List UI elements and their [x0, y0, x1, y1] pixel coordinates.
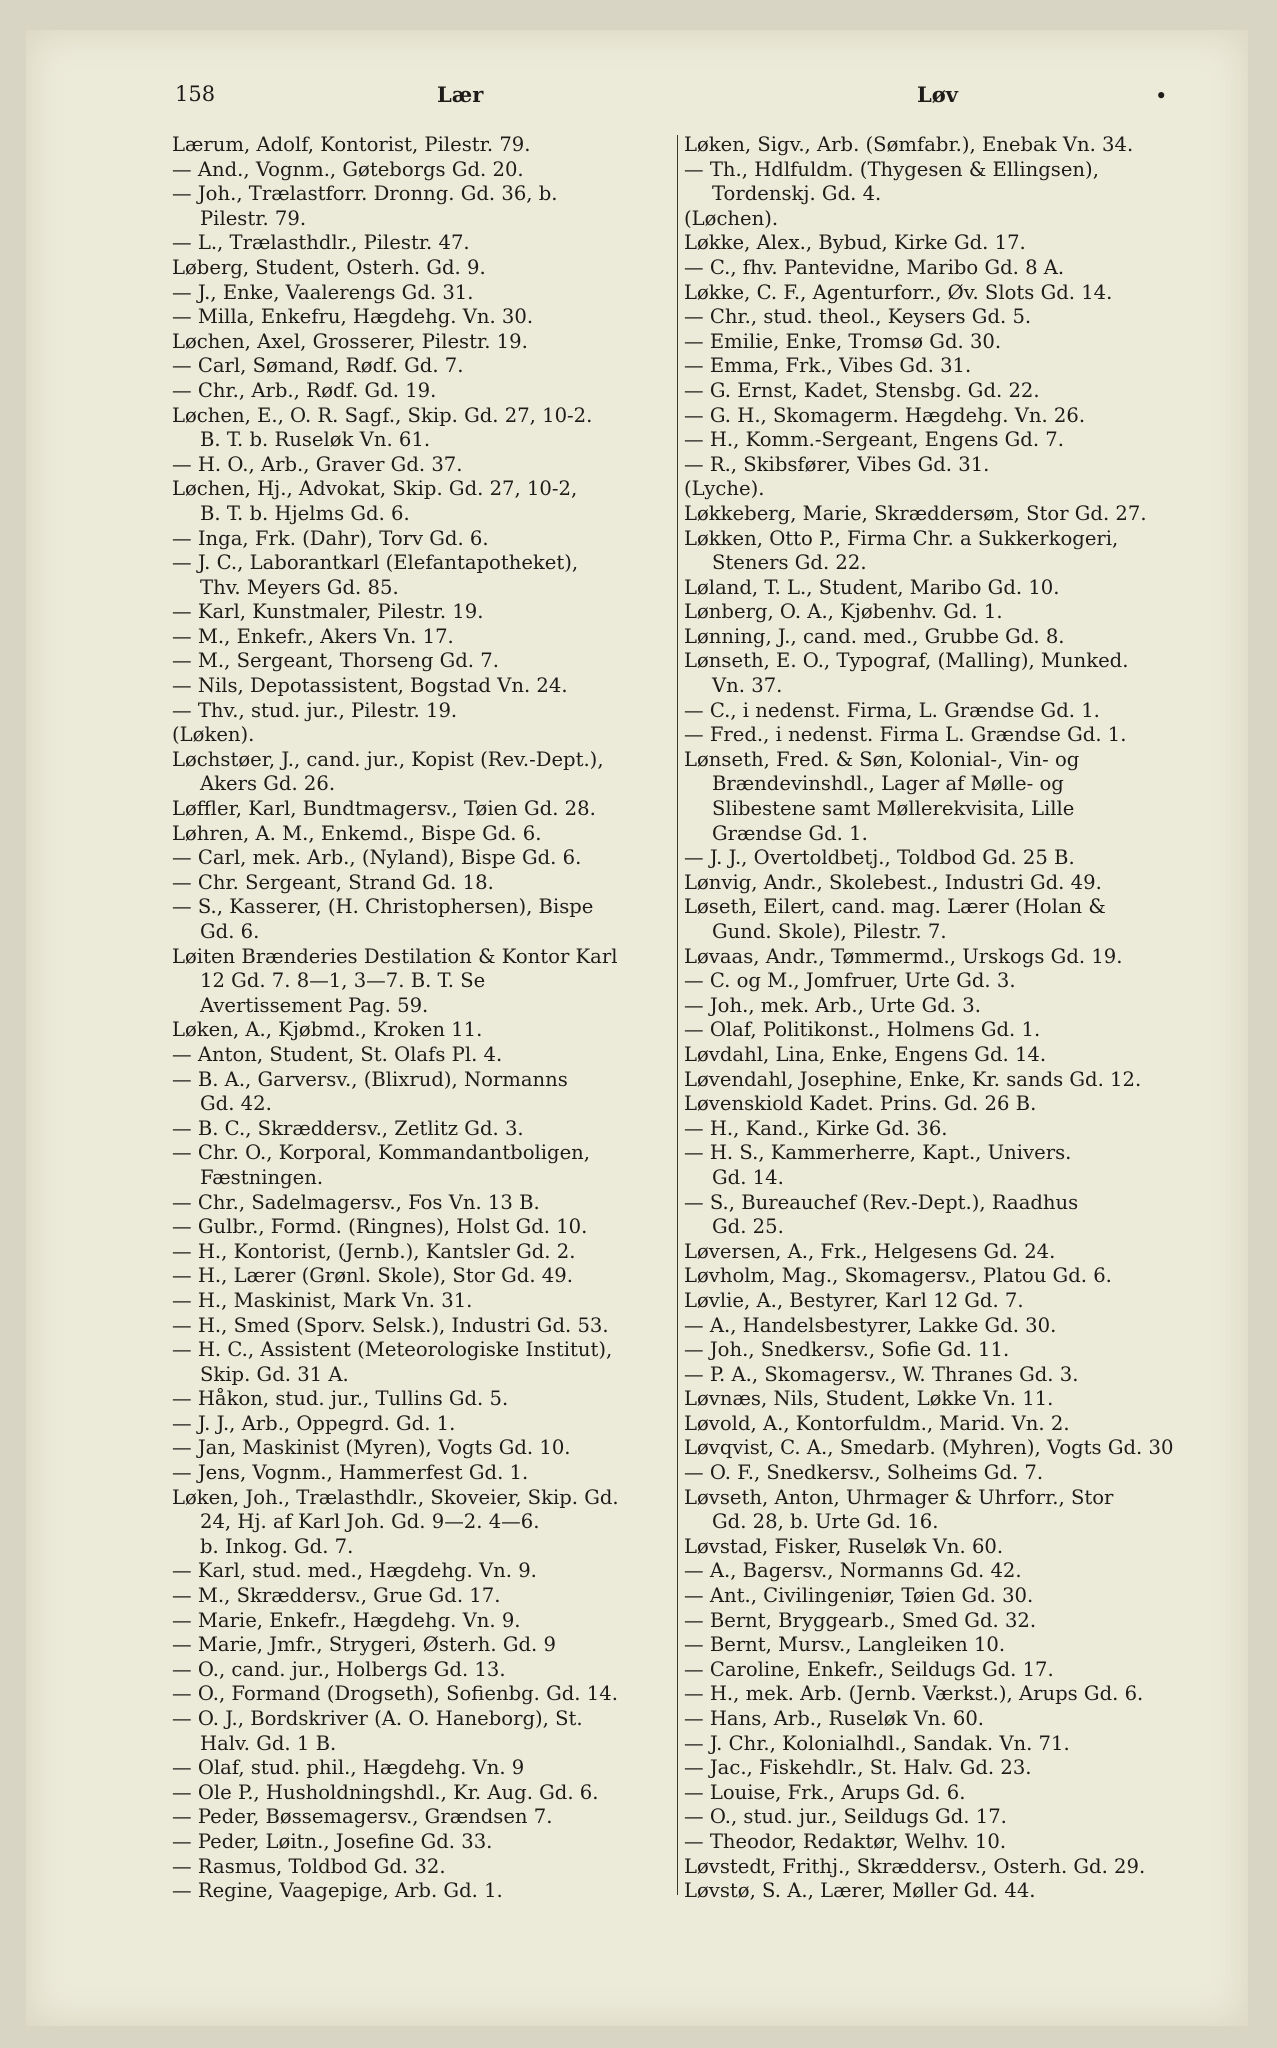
directory-entry-line: Pilestr. 79. [200, 206, 307, 230]
directory-entry-line: — Jens, Vognm., Hammerfest Gd. 1. [172, 1461, 529, 1485]
directory-entry-line: Løversen, A., Frk., Helgesens Gd. 24. [684, 1239, 1056, 1263]
directory-entry-line: — Chr., Sadelmagersv., Fos Vn. 13 B. [172, 1190, 540, 1214]
directory-entry-line: — Håkon, stud. jur., Tullins Gd. 5. [172, 1387, 509, 1411]
directory-entry-line: — Olaf, stud. phil., Hægdehg. Vn. 9 [172, 1756, 525, 1780]
directory-entry-line: Løchen, Hj., Advokat, Skip. Gd. 27, 10-2, [172, 477, 578, 501]
directory-entry-line: — R., Skibsfører, Vibes Gd. 31. [684, 452, 990, 476]
directory-entry-line: — H. O., Arb., Graver Gd. 37. [172, 452, 463, 476]
directory-entry-line: — Louise, Frk., Arups Gd. 6. [684, 1780, 966, 1804]
directory-entry-line: — C., fhv. Pantevidne, Maribo Gd. 8 A. [684, 255, 1065, 279]
directory-entry-line: — H., Maskinist, Mark Vn. 31. [172, 1288, 473, 1312]
directory-entry-line: Løvholm, Mag., Skomagersv., Platou Gd. 6. [684, 1264, 1112, 1288]
directory-entry-line: — O. J., Bordskriver (A. O. Haneborg), St. [172, 1707, 583, 1730]
directory-entry-line: — M., Skræddersv., Grue Gd. 17. [172, 1584, 501, 1608]
right-guide-word: Løv [917, 82, 958, 107]
directory-entry-line: B. T. b. Ruseløk Vn. 61. [200, 428, 431, 452]
directory-entry-line: — H., Smed (Sporv. Selsk.), Industri Gd. 53. [172, 1313, 609, 1337]
directory-entry-line: — Bernt, Mursv., Langleiken 10. [684, 1633, 1006, 1657]
directory-entry-line: Løberg, Student, Osterh. Gd. 9. [172, 255, 486, 279]
directory-entry-line: Løvstø, S. A., Lærer, Møller Gd. 44. [684, 1879, 1036, 1903]
directory-entry-line: Løken, A., Kjøbmd., Kroken 11. [172, 1018, 483, 1042]
directory-entry-line: — M., Enkefr., Akers Vn. 17. [172, 624, 454, 648]
directory-entry-line: — A., Bagersv., Normanns Gd. 42. [684, 1559, 1022, 1583]
directory-entry-line: — Emma, Frk., Vibes Gd. 31. [684, 354, 972, 378]
directory-entry-line: — Chr., stud. theol., Keysers Gd. 5. [684, 305, 1032, 329]
directory-entry-line: B. T. b. Hjelms Gd. 6. [200, 501, 410, 525]
directory-entry-line: (Lyche). [684, 477, 765, 501]
directory-entry-line: — Rasmus, Toldbod Gd. 32. [172, 1854, 446, 1878]
directory-entry-line: — Karl, Kunstmaler, Pilestr. 19. [172, 600, 484, 624]
directory-entry-line: — B. A., Garversv., (Blixrud), Normanns [172, 1067, 568, 1091]
directory-entry-line: — Fred., i nedenst. Firma L. Grændse Gd. 1. [684, 723, 1127, 747]
directory-entry-line: — H., Kand., Kirke Gd. 36. [684, 1116, 948, 1140]
directory-entry-line: Lønberg, O. A., Kjøbenhv. Gd. 1. [684, 600, 1003, 624]
directory-entry-line: Gd. 25. [712, 1215, 784, 1239]
directory-entry-line: Løhren, A. M., Enkemd., Bispe Gd. 6. [172, 821, 542, 845]
directory-entry-line: — Joh., Trælastforr. Dronng. Gd. 36, b. [172, 182, 558, 206]
directory-entry-line: Løseth, Eilert, cand. mag. Lærer (Holan & [684, 895, 1106, 919]
directory-entry-line: Akers Gd. 26. [200, 772, 336, 796]
directory-entry-line: Gd. 14. [712, 1165, 784, 1189]
directory-entry-line: — Jac., Fiskehdlr., St. Halv. Gd. 23. [684, 1756, 1032, 1780]
directory-entry-line: — Marie, Enkefr., Hægdehg. Vn. 9. [172, 1608, 521, 1632]
directory-entry-line: — L., Trælasthdlr., Pilestr. 47. [172, 231, 470, 255]
directory-entry-line: Løiten Brænderies Destilation & Kontor Karl [172, 944, 618, 968]
directory-entry-line: — Carl, Sømand, Rødf. Gd. 7. [172, 354, 464, 378]
directory-entry-line: — O. F., Snedkersv., Solheims Gd. 7. [684, 1461, 1044, 1485]
directory-entry-line: — Caroline, Enkefr., Seildugs Gd. 17. [684, 1657, 1054, 1681]
directory-entry-line: Tordenskj. Gd. 4. [712, 182, 882, 206]
directory-entry-line: — J. Chr., Kolonialhdl., Sandak. Vn. 71. [684, 1731, 1070, 1755]
directory-entry-line: — Emilie, Enke, Tromsø Gd. 30. [684, 329, 1002, 353]
directory-entry-line: 24, Hj. af Karl Joh. Gd. 9—2. 4—6. [200, 1510, 540, 1534]
directory-entry-line: — Regine, Vaagepige, Arb. Gd. 1. [172, 1879, 503, 1903]
directory-entry-line: — Th., Hdlfuldm. (Thygesen & Ellingsen), [684, 157, 1099, 181]
directory-entry-line: Løvendahl, Josephine, Enke, Kr. sands Gd. 12. [684, 1067, 1142, 1091]
directory-entry-line: — Bernt, Bryggearb., Smed Gd. 32. [684, 1608, 1037, 1632]
directory-entry-line: Gd. 28, b. Urte Gd. 16. [712, 1510, 939, 1534]
directory-entry-line: — O., Formand (Drogseth), Sofienbg. Gd. 14. [172, 1682, 618, 1706]
directory-entry-line: — J., Enke, Vaalerengs Gd. 31. [172, 280, 474, 304]
directory-entry-line: — H., Lærer (Grønl. Skole), Stor Gd. 49. [172, 1264, 573, 1288]
directory-entry-line: — Joh., Snedkersv., Sofie Gd. 11. [684, 1338, 1010, 1362]
directory-entry-line: Løchstøer, J., cand. jur., Kopist (Rev.-Dept.), [172, 747, 604, 771]
directory-entry-line: — And., Vognm., Gøteborgs Gd. 20. [172, 157, 524, 181]
directory-entry-line: — Thv., stud. jur., Pilestr. 19. [172, 698, 458, 722]
directory-entry-line: Løvstad, Fisker, Ruseløk Vn. 60. [684, 1534, 1004, 1558]
left-column [172, 133, 674, 1904]
directory-entry-line: Gd. 42. [200, 1092, 272, 1116]
directory-entry-line: — G. H., Skomagerm. Hægdehg. Vn. 26. [684, 403, 1086, 427]
directory-entry-line: — Olaf, Politikonst., Holmens Gd. 1. [684, 1018, 1041, 1042]
directory-entry-line: Løkke, C. F., Agenturforr., Øv. Slots Gd. 14. [684, 280, 1113, 304]
directory-entry-line: b. Inkog. Gd. 7. [200, 1534, 354, 1558]
directory-entry-line: — Chr., Arb., Rødf. Gd. 19. [172, 378, 437, 402]
directory-entry-line: Gund. Skole), Pilestr. 7. [712, 920, 947, 943]
directory-entry-line: — C., i nedenst. Firma, L. Grændse Gd. 1. [684, 698, 1100, 722]
directory-entry-line: Løkkeberg, Marie, Skræddersøm, Stor Gd. 27. [684, 501, 1147, 525]
directory-entry-line: Lønning, J., cand. med., Grubbe Gd. 8. [684, 624, 1065, 648]
directory-entry-line: Lønseth, Fred. & Søn, Kolonial-, Vin- og [684, 747, 1080, 771]
directory-entry-line: Avertissement Pag. 59. [200, 993, 429, 1017]
directory-entry-line: — Marie, Jmfr., Strygeri, Østerh. Gd. 9 [172, 1633, 556, 1657]
directory-entry-line: Løvaas, Andr., Tømmermd., Urskogs Gd. 19. [684, 944, 1123, 968]
directory-entry-line: — Theodor, Redaktør, Welhv. 10. [684, 1829, 1007, 1853]
directory-entry-line: — H., Kontorist, (Jernb.), Kantsler Gd. 2. [172, 1239, 576, 1263]
directory-entry-line: — J. C., Laborantkarl (Elefantapotheket), [172, 551, 579, 575]
directory-entry-line: Løvlie, A., Bestyrer, Karl 12 Gd. 7. [684, 1288, 1024, 1312]
column-divider [677, 135, 678, 1895]
directory-entry-line: Lønseth, E. O., Typograf, (Malling), Munked. [684, 649, 1129, 673]
directory-entry-line: — H. C., Assistent (Meteorologiske Institut), [172, 1338, 613, 1362]
directory-entry-line: Lærum, Adolf, Kontorist, Pilestr. 79. [172, 133, 531, 156]
directory-entry-line: — H. S., Kammerherre, Kapt., Univers. [684, 1141, 1072, 1165]
directory-entry-line: — Ant., Civilingeniør, Tøien Gd. 30. [684, 1584, 1034, 1608]
directory-entry-line: — B. C., Skræddersv., Zetlitz Gd. 3. [172, 1116, 524, 1140]
directory-entry-line: Grændse Gd. 1. [712, 821, 868, 845]
directory-entry-line: Halv. Gd. 1 B. [200, 1731, 337, 1755]
directory-entry-line: 12 Gd. 7. 8—1, 3—7. B. T. Se [200, 969, 486, 993]
directory-entry-line: Løvnæs, Nils, Student, Løkke Vn. 11. [684, 1387, 1054, 1411]
directory-entry-line: Løchen, Axel, Grosserer, Pilestr. 19. [172, 329, 528, 353]
directory-entry-line: — S., Kasserer, (H. Christophersen), Bispe [172, 895, 594, 919]
directory-entry-line: Løvold, A., Kontorfuldm., Marid. Vn. 2. [684, 1411, 1070, 1435]
directory-entry-line: — C. og M., Jomfruer, Urte Gd. 3. [684, 969, 1016, 993]
directory-entry-line: — Anton, Student, St. Olafs Pl. 4. [172, 1042, 503, 1066]
directory-entry-line: — G. Ernst, Kadet, Stensbg. Gd. 22. [684, 378, 1040, 402]
directory-entry-line: Løffler, Karl, Bundtmagersv., Tøien Gd. 28. [172, 797, 596, 821]
directory-entry-line: Thv. Meyers Gd. 85. [200, 575, 399, 599]
directory-entry-line: (Løchen). [684, 206, 779, 230]
directory-entry-line: Slibestene samt Møllerekvisita, Lille [712, 797, 1075, 821]
header-dot: • [1155, 84, 1168, 108]
directory-entry-line: — H., Komm.-Sergeant, Engens Gd. 7. [684, 428, 1064, 452]
directory-entry-line: Løkke, Alex., Bybud, Kirke Gd. 17. [684, 231, 1026, 255]
directory-entry-line: Løken, Joh., Trælasthdlr., Skoveier, Skip. Gd. [172, 1485, 619, 1509]
directory-entry-line: Løvstedt, Frithj., Skræddersv., Osterh. Gd. 29. [684, 1854, 1146, 1878]
directory-entry-line: Lønvig, Andr., Skolebest., Industri Gd. 49. [684, 870, 1102, 894]
directory-entry-line: Løvenskiold Kadet. Prins. Gd. 26 B. [684, 1092, 1037, 1116]
directory-entry-line: — O., stud. jur., Seildugs Gd. 17. [684, 1805, 1007, 1829]
directory-entry-line: Fæstningen. [200, 1165, 324, 1189]
directory-entry-line: — Milla, Enkefru, Hægdehg. Vn. 30. [172, 305, 534, 329]
directory-entry-line: Steners Gd. 22. [712, 551, 867, 575]
page-number: 158 [175, 82, 216, 106]
directory-entry-line: — Carl, mek. Arb., (Nyland), Bispe Gd. 6. [172, 846, 582, 870]
right-column [684, 133, 1184, 1904]
directory-entry-line: — Jan, Maskinist (Myren), Vogts Gd. 10. [172, 1436, 571, 1460]
directory-entry-line: — Ole P., Husholdningshdl., Kr. Aug. Gd. 6. [172, 1780, 599, 1804]
directory-entry-line: — Chr. O., Korporal, Kommandantboligen, [172, 1141, 591, 1165]
directory-entry-line: Skip. Gd. 31 A. [200, 1362, 349, 1386]
directory-entry-line: (Løken). [172, 723, 255, 747]
directory-entry-line: Løvqvist, C. A., Smedarb. (Myhren), Vogts Gd. 30 [684, 1436, 1174, 1460]
directory-entry-line: Løvdahl, Lina, Enke, Engens Gd. 14. [684, 1042, 1047, 1066]
directory-entry-line: Vn. 37. [712, 674, 783, 698]
directory-entry-line: — Inga, Frk. (Dahr), Torv Gd. 6. [172, 526, 489, 550]
directory-entry-line: — Karl, stud. med., Hægdehg. Vn. 9. [172, 1559, 537, 1583]
directory-entry-line: — P. A., Skomagersv., W. Thranes Gd. 3. [684, 1362, 1079, 1386]
directory-entry-line: — O., cand. jur., Holbergs Gd. 13. [172, 1657, 506, 1681]
directory-entry-line: — Nils, Depotassistent, Bogstad Vn. 24. [172, 674, 568, 698]
directory-entry-line: — Joh., mek. Arb., Urte Gd. 3. [684, 993, 981, 1017]
directory-entry-line: — Hans, Arb., Ruseløk Vn. 60. [684, 1707, 985, 1730]
directory-entry-line: Løland, T. L., Student, Maribo Gd. 10. [684, 575, 1060, 599]
directory-entry-line: — Peder, Bøssemagersv., Grændsen 7. [172, 1805, 553, 1829]
directory-entry-line: — M., Sergeant, Thorseng Gd. 7. [172, 649, 499, 673]
page-header [175, 82, 1175, 112]
directory-entry-line: — J. J., Arb., Oppegrd. Gd. 1. [172, 1411, 456, 1435]
directory-entry-line: Løchen, E., O. R. Sagf., Skip. Gd. 27, 10-2. [172, 403, 593, 427]
directory-entry-line: — Chr. Sergeant, Strand Gd. 18. [172, 870, 494, 894]
left-guide-word: Lær [437, 82, 484, 107]
directory-entry-line: — S., Bureauchef (Rev.-Dept.), Raadhus [684, 1190, 1079, 1214]
directory-entry-line: Løvseth, Anton, Uhrmager & Uhrforr., Stor [684, 1485, 1114, 1509]
directory-entry-line: — H., mek. Arb. (Jernb. Værkst.), Arups Gd. 6. [684, 1682, 1144, 1706]
directory-entry-line: Løken, Sigv., Arb. (Sømfabr.), Enebak Vn. 34. [684, 133, 1134, 156]
directory-entry-line: — Gulbr., Formd. (Ringnes), Holst Gd. 10. [172, 1215, 588, 1239]
directory-entry-line: — J. J., Overtoldbetj., Toldbod Gd. 25 B. [684, 846, 1075, 870]
directory-entry-line: — A., Handelsbestyrer, Lakke Gd. 30. [684, 1313, 1057, 1337]
directory-entry-line: Gd. 6. [200, 920, 260, 943]
directory-entry-line: — Peder, Løitn., Josefine Gd. 33. [172, 1829, 493, 1853]
directory-entry-line: Brændevinshdl., Lager af Mølle- og [712, 772, 1064, 796]
directory-entry-line: Løkken, Otto P., Firma Chr. a Sukkerkogeri, [684, 526, 1119, 550]
